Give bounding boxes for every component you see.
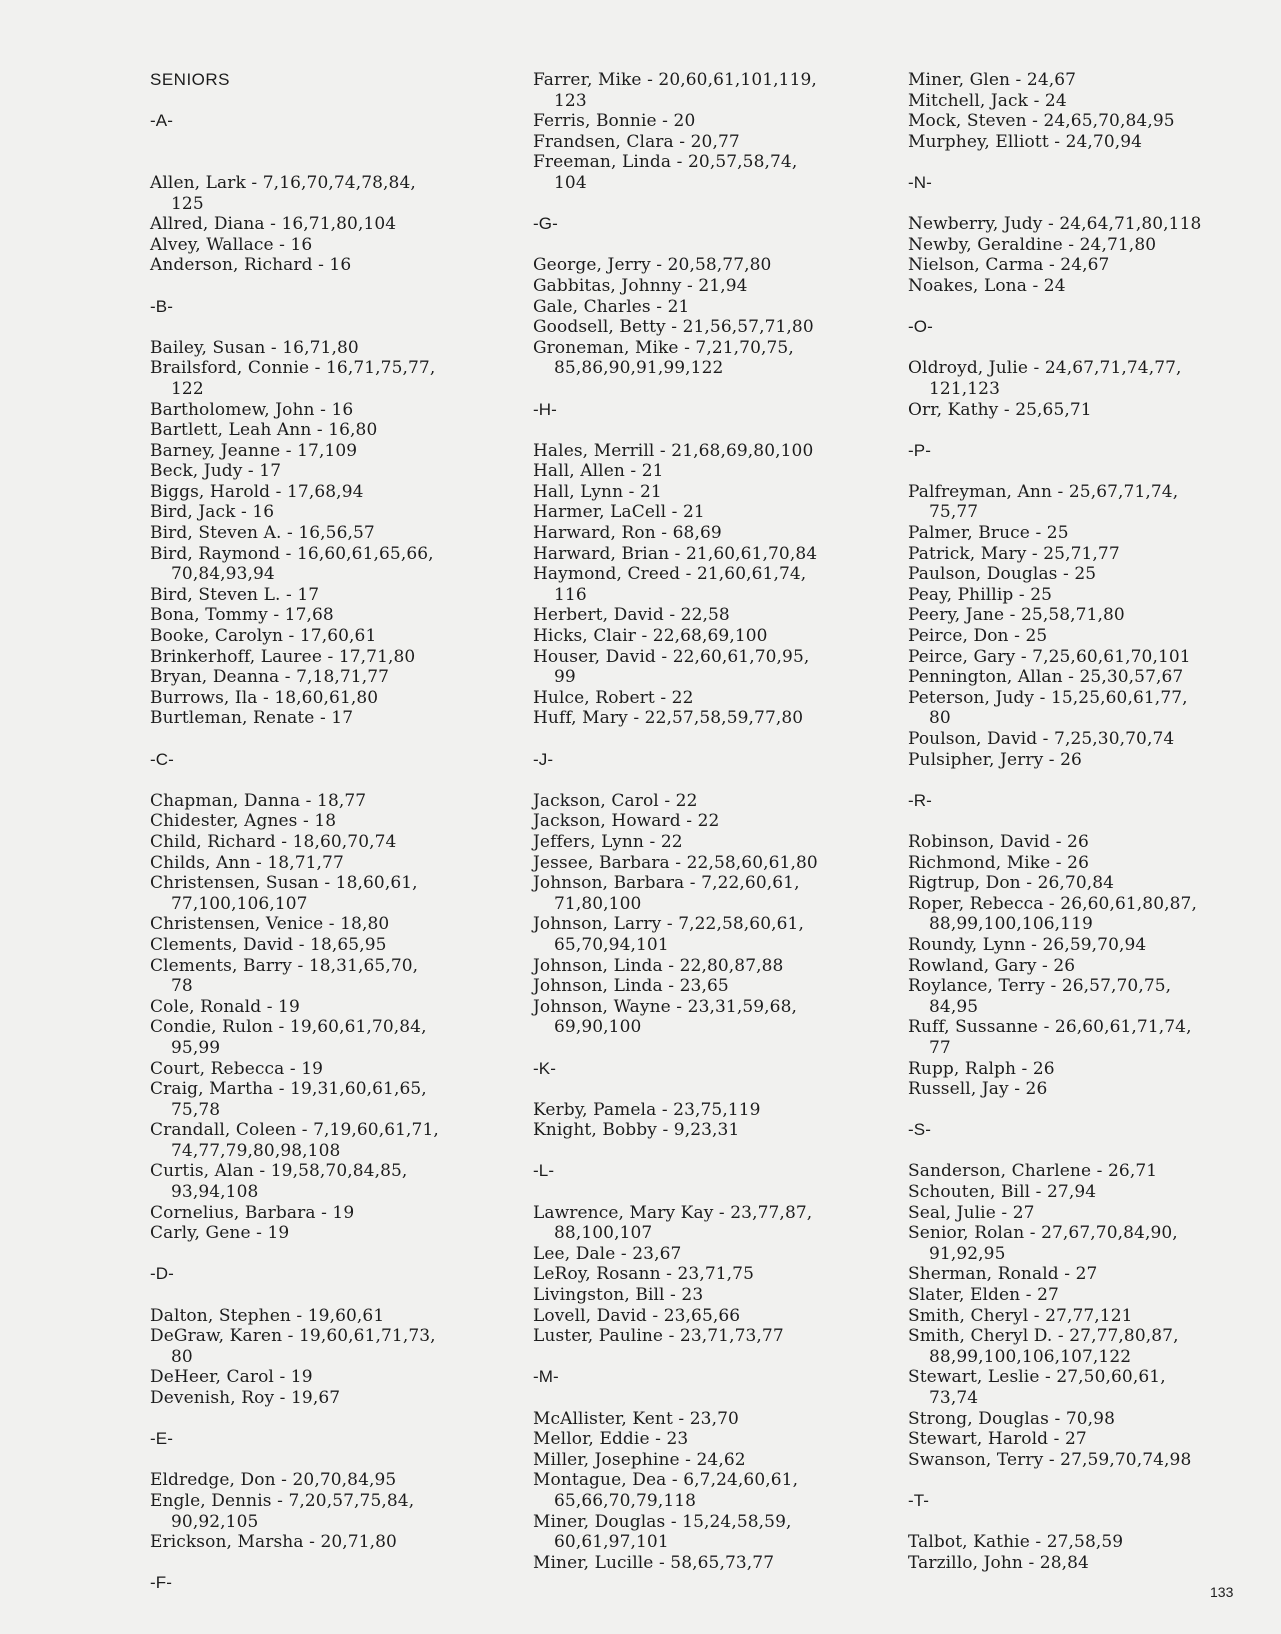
index-entry: Pulsipher, Jerry - 26 — [908, 749, 1082, 770]
index-entry: Bailey, Susan - 16,71,80 — [150, 337, 359, 358]
index-entry-continuation: 74,77,79,80,98,108 — [171, 1140, 341, 1161]
index-entry: Childs, Ann - 18,71,77 — [150, 852, 344, 873]
index-entry: Peirce, Don - 25 — [908, 626, 1048, 647]
index-entry: Burrows, Ila - 18,60,61,80 — [150, 687, 379, 708]
index-entry: Montague, Dea - 6,7,24,60,61, — [533, 1470, 799, 1491]
section-letter: -D- — [150, 1264, 174, 1284]
index-entry: Biggs, Harold - 17,68,94 — [150, 481, 364, 502]
index-entry: Haymond, Creed - 21,60,61,74, — [533, 564, 807, 585]
index-entry: Harward, Brian - 21,60,61,70,84 — [533, 543, 818, 564]
index-entry: Rigtrup, Don - 26,70,84 — [908, 873, 1115, 894]
section-letter: -L- — [533, 1161, 555, 1181]
section-letter: -O- — [908, 317, 933, 337]
index-entry-continuation: 123 — [554, 90, 587, 111]
index-entry: DeHeer, Carol - 19 — [150, 1367, 313, 1388]
index-entry: Cornelius, Barbara - 19 — [150, 1202, 355, 1223]
index-entry: Goodsell, Betty - 21,56,57,71,80 — [533, 317, 814, 338]
index-entry: Child, Richard - 18,60,70,74 — [150, 831, 397, 852]
index-entry: Erickson, Marsha - 20,71,80 — [150, 1532, 397, 1553]
index-entry: Roundy, Lynn - 26,59,70,94 — [908, 934, 1147, 955]
index-entry: Peay, Phillip - 25 — [908, 584, 1053, 605]
index-entry: McAllister, Kent - 23,70 — [533, 1408, 739, 1429]
section-letter: -P- — [908, 440, 931, 460]
index-entry: Peterson, Judy - 15,25,60,61,77, — [908, 687, 1188, 708]
index-entry: Houser, David - 22,60,61,70,95, — [533, 646, 810, 667]
spacer — [150, 91, 510, 112]
index-entry-continuation: 88,100,107 — [554, 1223, 653, 1244]
index-entry-continuation: 91,92,95 — [929, 1243, 1006, 1264]
section-letter: -A- — [150, 111, 173, 131]
spacer — [533, 235, 893, 256]
index-entry: Bona, Tommy - 17,68 — [150, 605, 334, 626]
spacer — [533, 194, 893, 215]
index-entry: Robinson, David - 26 — [908, 831, 1089, 852]
spacer — [908, 770, 1268, 791]
index-entry: Harward, Ron - 68,69 — [533, 523, 722, 544]
index-entry: Nielson, Carma - 24,67 — [908, 255, 1110, 276]
index-entry: Devenish, Roy - 19,67 — [150, 1388, 341, 1408]
index-entry: Noakes, Lona - 24 — [908, 275, 1066, 296]
index-entry: Hall, Lynn - 21 — [533, 481, 662, 502]
index-entry: Jessee, Barbara - 22,58,60,61,80 — [533, 852, 818, 873]
index-entry: DeGraw, Karen - 19,60,61,71,73, — [150, 1326, 436, 1347]
index-entry: Craig, Martha - 19,31,60,61,65, — [150, 1079, 427, 1100]
section-letter: -K- — [533, 1058, 556, 1078]
index-entry: Smith, Cheryl D. - 27,77,80,87, — [908, 1326, 1179, 1347]
index-entry-continuation: 99 — [554, 667, 576, 688]
index-entry-continuation: 104 — [554, 172, 587, 193]
index-entry: Livingston, Bill - 23 — [533, 1285, 704, 1306]
spacer — [908, 338, 1268, 359]
index-entry: Senior, Rolan - 27,67,70,84,90, — [908, 1223, 1178, 1244]
spacer — [150, 770, 510, 791]
spacer — [908, 420, 1268, 441]
spacer — [150, 1553, 510, 1574]
index-entry: Huff, Mary - 22,57,58,59,77,80 — [533, 708, 804, 729]
index-entry-continuation: 80 — [171, 1346, 193, 1367]
spacer — [908, 1141, 1268, 1162]
index-entry: Sherman, Ronald - 27 — [908, 1264, 1098, 1285]
index-entry: George, Jerry - 20,58,77,80 — [533, 255, 772, 276]
index-entry: Mellor, Eddie - 23 — [533, 1429, 689, 1450]
spacer — [150, 132, 510, 153]
index-entry-continuation: 122 — [171, 378, 204, 399]
index-entry: Stewart, Leslie - 27,50,60,61, — [908, 1367, 1166, 1388]
index-entry: Orr, Kathy - 25,65,71 — [908, 399, 1092, 420]
spacer — [150, 1450, 510, 1471]
index-entry: Freeman, Linda - 20,57,58,74, — [533, 152, 798, 173]
index-entry: Johnson, Linda - 22,80,87,88 — [533, 955, 784, 976]
index-entry: Brinkerhoff, Lauree - 17,71,80 — [150, 646, 416, 667]
index-column-3 — [908, 70, 1268, 1573]
index-entry-continuation: 60,61,97,101 — [554, 1532, 669, 1553]
spacer — [533, 1347, 893, 1368]
index-entry: Allred, Diana - 16,71,80,104 — [150, 214, 397, 235]
index-entry: Lawrence, Mary Kay - 23,77,87, — [533, 1202, 813, 1223]
spacer — [533, 1079, 893, 1100]
index-entry-continuation: 116 — [554, 584, 587, 605]
index-entry-continuation: 121,123 — [929, 378, 1000, 399]
index-entry-continuation: 88,99,100,106,107,122 — [929, 1346, 1132, 1367]
index-entry: Miner, Lucille - 58,65,73,77 — [533, 1552, 775, 1573]
spacer — [908, 461, 1268, 482]
index-entry: Herbert, David - 22,58 — [533, 605, 730, 626]
index-entry-continuation: 125 — [171, 193, 204, 214]
section-letter: -R- — [908, 790, 932, 810]
index-entry: Beck, Judy - 17 — [150, 461, 282, 482]
spacer — [533, 770, 893, 791]
spacer — [533, 729, 893, 750]
index-entry: Roper, Rebecca - 26,60,61,80,87, — [908, 893, 1197, 914]
index-entry: Eldredge, Don - 20,70,84,95 — [150, 1470, 397, 1491]
index-entry: Slater, Elden - 27 — [908, 1285, 1059, 1306]
spacer — [908, 194, 1268, 215]
index-column-1 — [150, 70, 510, 1594]
index-entry: Murphey, Elliott - 24,70,94 — [908, 131, 1143, 152]
spacer — [533, 1038, 893, 1059]
index-entry: Schouten, Bill - 27,94 — [908, 1182, 1097, 1203]
index-entry: Rowland, Gary - 26 — [908, 955, 1076, 976]
index-entry: Hall, Allen - 21 — [533, 461, 664, 482]
index-entry: Peery, Jane - 25,58,71,80 — [908, 605, 1125, 626]
index-entry: Bartlett, Leah Ann - 16,80 — [150, 420, 378, 441]
index-entry: Peirce, Gary - 7,25,60,61,70,101 — [908, 646, 1191, 667]
index-entry: Poulson, David - 7,25,30,70,74 — [908, 729, 1175, 749]
index-entry-continuation: 88,99,100,106,119 — [929, 914, 1093, 935]
section-letter: -F- — [150, 1573, 173, 1593]
index-entry: Lovell, David - 23,65,66 — [533, 1305, 741, 1326]
index-entry: Carly, Gene - 19 — [150, 1223, 290, 1244]
index-entry: Bartholomew, John - 16 — [150, 399, 354, 420]
index-entry: Russell, Jay - 26 — [908, 1079, 1048, 1100]
index-entry: Curtis, Alan - 19,58,70,84,85, — [150, 1161, 408, 1182]
index-entry: LeRoy, Rosann - 23,71,75 — [533, 1264, 754, 1285]
index-entry: Luster, Pauline - 23,71,73,77 — [533, 1326, 784, 1347]
index-entry: Chidester, Agnes - 18 — [150, 811, 337, 832]
index-entry: Harmer, LaCell - 21 — [533, 502, 705, 523]
index-entry: Johnson, Linda - 23,65 — [533, 976, 729, 997]
index-entry: Christensen, Venice - 18,80 — [150, 914, 390, 935]
index-entry: Tarzillo, John - 28,84 — [908, 1552, 1089, 1573]
index-entry: Alvey, Wallace - 16 — [150, 234, 313, 255]
index-entry: Newby, Geraldine - 24,71,80 — [908, 234, 1157, 255]
index-entry: Ferris, Bonnie - 20 — [533, 111, 696, 132]
index-entry: Chapman, Danna - 18,77 — [150, 790, 367, 811]
index-entry: Jackson, Howard - 22 — [533, 811, 720, 832]
index-entry: Jackson, Carol - 22 — [533, 790, 698, 811]
index-entry: Mock, Steven - 24,65,70,84,95 — [908, 111, 1175, 132]
spacer — [533, 1141, 893, 1162]
index-entry-continuation: 90,92,105 — [171, 1511, 259, 1532]
index-entry: Strong, Douglas - 70,98 — [908, 1408, 1115, 1429]
section-letter: -G- — [533, 214, 558, 234]
index-column-2 — [533, 70, 893, 1573]
index-entry: Johnson, Larry - 7,22,58,60,61, — [533, 914, 804, 935]
index-entry: Mitchell, Jack - 24 — [908, 90, 1067, 111]
index-entry: Lee, Dale - 23,67 — [533, 1243, 682, 1264]
page-number: 133 — [1210, 1584, 1234, 1600]
index-entry: Kerby, Pamela - 23,75,119 — [533, 1099, 761, 1120]
section-letter: -S- — [908, 1120, 931, 1140]
index-entry-continuation: 85,86,90,91,99,122 — [554, 358, 724, 379]
index-entry-continuation: 80 — [929, 708, 951, 729]
index-entry: Miner, Douglas - 15,24,58,59, — [533, 1511, 792, 1532]
index-entry-continuation: 84,95 — [929, 996, 979, 1017]
index-entry-continuation: 78 — [171, 976, 193, 997]
section-letter: -B- — [150, 296, 173, 316]
index-entry: Johnson, Barbara - 7,22,60,61, — [533, 873, 800, 894]
index-entry: Barney, Jeanne - 17,109 — [150, 440, 358, 461]
index-entry-continuation: 77 — [929, 1037, 951, 1058]
index-entry: Dalton, Stephen - 19,60,61 — [150, 1305, 385, 1326]
index-entry: Clements, David - 18,65,95 — [150, 934, 387, 955]
index-entry: Paulson, Douglas - 25 — [908, 564, 1097, 585]
index-entry-continuation: 65,66,70,79,118 — [554, 1490, 697, 1511]
index-entry: Miller, Josephine - 24,62 — [533, 1449, 746, 1470]
index-entry: Palmer, Bruce - 25 — [908, 523, 1069, 544]
index-entry: Bird, Raymond - 16,60,61,65,66, — [150, 543, 434, 564]
index-entry: Rupp, Ralph - 26 — [908, 1058, 1055, 1079]
index-entry: Farrer, Mike - 20,60,61,101,119, — [533, 70, 817, 90]
index-entry: Hulce, Robert - 22 — [533, 687, 694, 708]
section-letter: -T- — [908, 1490, 930, 1510]
index-entry-continuation: 77,100,106,107 — [171, 893, 308, 914]
index-entry: Miner, Glen - 24,67 — [908, 70, 1077, 90]
index-entry: Court, Rebecca - 19 — [150, 1058, 324, 1079]
spacer — [150, 317, 510, 338]
index-entry: Jeffers, Lynn - 22 — [533, 831, 683, 852]
spacer — [533, 1388, 893, 1409]
index-entry: Groneman, Mike - 7,21,70,75, — [533, 337, 794, 358]
index-entry-continuation: 95,99 — [171, 1037, 221, 1058]
spacer — [533, 379, 893, 400]
index-entry: Johnson, Wayne - 23,31,59,68, — [533, 996, 798, 1017]
section-letter: -M- — [533, 1367, 559, 1387]
index-entry-continuation: 73,74 — [929, 1388, 979, 1408]
index-entry-continuation: 70,84,93,94 — [171, 564, 275, 585]
spacer — [908, 1470, 1268, 1491]
index-entry: Seal, Julie - 27 — [908, 1202, 1035, 1223]
section-letter: -N- — [908, 172, 932, 192]
spacer — [150, 276, 510, 297]
index-entry: Bird, Jack - 16 — [150, 502, 275, 523]
index-entry: Pennington, Allan - 25,30,57,67 — [908, 667, 1184, 688]
index-entry: Roylance, Terry - 26,57,70,75, — [908, 976, 1172, 997]
spacer — [150, 152, 510, 173]
index-entry: Cole, Ronald - 19 — [150, 996, 300, 1017]
index-entry-continuation: 75,78 — [171, 1099, 221, 1120]
index-entry: Talbot, Kathie - 27,58,59 — [908, 1532, 1124, 1553]
index-entry: Anderson, Richard - 16 — [150, 255, 352, 276]
index-entry: Engle, Dennis - 7,20,57,75,84, — [150, 1490, 415, 1511]
spacer — [150, 729, 510, 750]
index-entry: Burtleman, Renate - 17 — [150, 708, 354, 729]
index-entry: Palfreyman, Ann - 25,67,71,74, — [908, 481, 1179, 502]
spacer — [533, 1182, 893, 1203]
index-entry: Swanson, Terry - 27,59,70,74,98 — [908, 1449, 1192, 1470]
index-entry: Bryan, Deanna - 7,18,71,77 — [150, 667, 390, 688]
index-entry: Richmond, Mike - 26 — [908, 852, 1089, 873]
spacer — [908, 297, 1268, 318]
index-entry-continuation: 71,80,100 — [554, 893, 642, 914]
spacer — [533, 420, 893, 441]
index-entry-continuation: 65,70,94,101 — [554, 934, 669, 955]
index-entry: Gabbitas, Johnny - 21,94 — [533, 275, 748, 296]
spacer — [908, 811, 1268, 832]
index-entry: Stewart, Harold - 27 — [908, 1429, 1087, 1450]
index-entry: Knight, Bobby - 9,23,31 — [533, 1120, 740, 1141]
index-entry: Christensen, Susan - 18,60,61, — [150, 873, 418, 894]
spacer — [908, 1100, 1268, 1121]
index-entry: Smith, Cheryl - 27,77,121 — [908, 1305, 1133, 1326]
spacer — [150, 1409, 510, 1430]
index-entry: Hales, Merrill - 21,68,69,80,100 — [533, 440, 814, 461]
index-entry: Hicks, Clair - 22,68,69,100 — [533, 626, 768, 647]
index-entry: Bird, Steven L. - 17 — [150, 584, 320, 605]
index-entry: Crandall, Coleen - 7,19,60,61,71, — [150, 1120, 439, 1141]
index-entry-continuation: 69,90,100 — [554, 1017, 642, 1038]
spacer — [908, 152, 1268, 173]
index-entry: Newberry, Judy - 24,64,71,80,118 — [908, 214, 1202, 235]
index-entry: Bird, Steven A. - 16,56,57 — [150, 523, 375, 544]
index-entry: Oldroyd, Julie - 24,67,71,74,77, — [908, 358, 1182, 379]
index-entry-continuation: 75,77 — [929, 502, 979, 523]
section-letter: -E- — [150, 1429, 173, 1449]
section-letter: -H- — [533, 399, 557, 419]
index-entry-continuation: 93,94,108 — [171, 1182, 259, 1203]
section-letter: -C- — [150, 749, 174, 769]
index-entry: Allen, Lark - 7,16,70,74,78,84, — [150, 172, 416, 193]
index-entry: Frandsen, Clara - 20,77 — [533, 131, 740, 152]
spacer — [150, 1285, 510, 1306]
index-heading: SENIORS — [150, 70, 231, 89]
spacer — [150, 1244, 510, 1265]
index-entry: Condie, Rulon - 19,60,61,70,84, — [150, 1017, 427, 1038]
index-entry: Ruff, Sussanne - 26,60,61,71,74, — [908, 1017, 1192, 1038]
index-entry: Booke, Carolyn - 17,60,61 — [150, 626, 377, 647]
index-entry: Gale, Charles - 21 — [533, 296, 690, 317]
section-letter: -J- — [533, 749, 554, 769]
index-entry: Clements, Barry - 18,31,65,70, — [150, 955, 419, 976]
index-entry: Patrick, Mary - 25,71,77 — [908, 543, 1120, 564]
index-entry: Sanderson, Charlene - 26,71 — [908, 1161, 1158, 1182]
index-entry: Brailsford, Connie - 16,71,75,77, — [150, 358, 436, 379]
spacer — [908, 1512, 1268, 1533]
